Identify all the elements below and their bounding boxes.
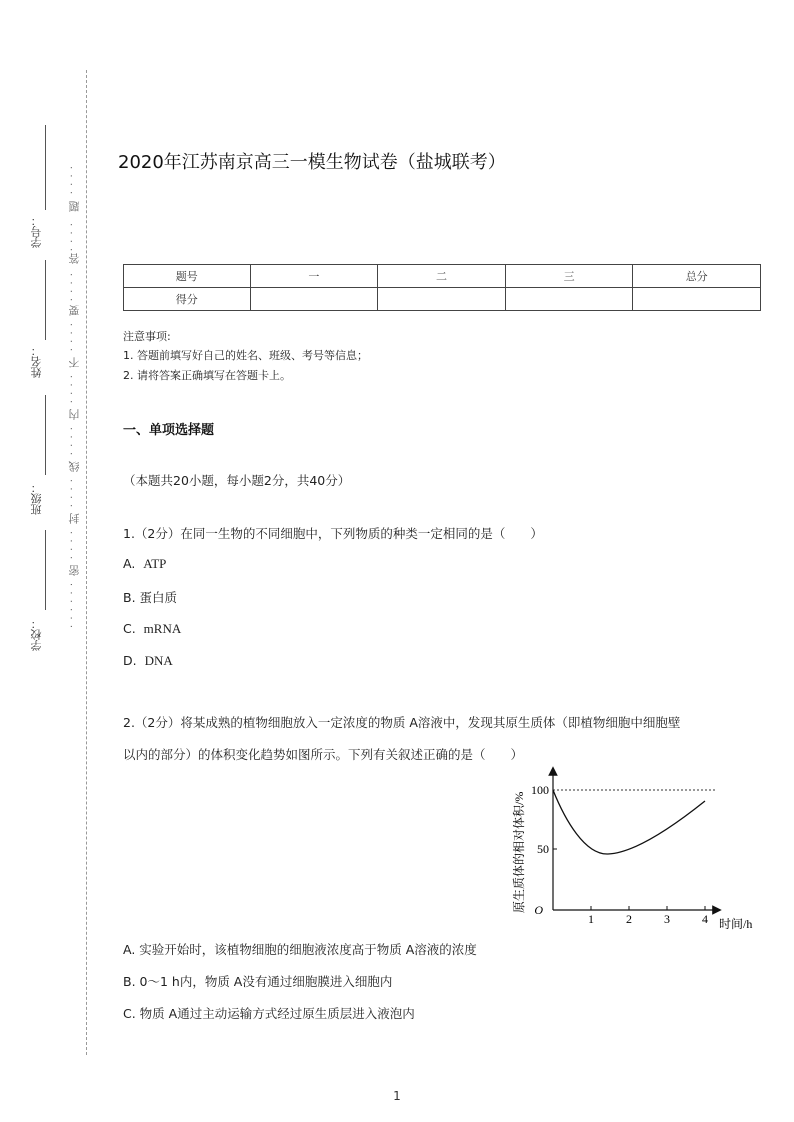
school-line <box>45 530 46 610</box>
notes-item: 2. 请将答案正确填写在答题卡上。 <box>123 369 291 382</box>
score-table-row <box>124 288 761 311</box>
question-2-stem-line1: 2.（2分）将某成熟的植物细胞放入一定浓度的物质 A溶液中，发现其原生质体（即植物细胞中细胞壁 <box>123 715 681 730</box>
seal-word: 密 <box>68 564 81 576</box>
score-table-header-cell: 题号 <box>124 265 251 288</box>
class-label: 班级： <box>30 482 43 515</box>
option-letter: A. <box>123 556 136 571</box>
score-cell[interactable] <box>505 288 633 311</box>
option-text: DNA <box>144 653 173 668</box>
question-2-option-b[interactable]: B. 0～1 h内，物质 A没有通过细胞膜进入细胞内 <box>123 974 393 989</box>
score-cell[interactable] <box>633 288 761 311</box>
score-table <box>123 264 761 311</box>
question-1-stem: 1.（2分）在同一生物的不同细胞中，下列物质的种类一定相同的是（ ） <box>123 526 543 541</box>
question-1-option-b[interactable]: B. 蛋白质 <box>123 590 178 605</box>
student-id-label: 学号： <box>30 215 43 248</box>
class-line <box>45 395 46 475</box>
page-title: 2020年江苏南京高三一模生物试卷（盐城联考） <box>118 152 506 173</box>
score-row-label: 得分 <box>124 288 251 311</box>
name-line <box>45 260 46 340</box>
question-1-option-c[interactable] <box>123 621 181 637</box>
score-cell[interactable] <box>378 288 506 311</box>
score-cell[interactable] <box>250 288 378 311</box>
section-description: （本题共20小题，每小题2分，共40分） <box>123 473 351 488</box>
option-text: ATP <box>143 556 167 571</box>
binding-margin-line <box>86 70 87 1055</box>
student-id-line <box>45 125 46 210</box>
seal-word: 封 <box>68 512 81 524</box>
seal-word: 线 <box>68 460 81 472</box>
option-letter: D. <box>123 653 137 668</box>
seal-word: 题 <box>68 200 81 212</box>
school-label: 学校： <box>30 618 43 651</box>
question-1-option-a[interactable] <box>123 556 166 572</box>
page-number: 1 <box>393 1089 401 1103</box>
volume-curve <box>553 790 705 854</box>
option-text: mRNA <box>143 621 182 636</box>
x-tick-label: 4 <box>702 912 708 926</box>
score-table-header-cell: 三 <box>505 265 633 288</box>
option-letter: C. <box>123 621 136 636</box>
name-label: 姓名： <box>30 345 43 378</box>
seal-word: 要 <box>68 304 81 316</box>
seal-word: 答 <box>68 252 81 264</box>
volume-time-graph <box>505 765 770 935</box>
seal-word: 内 <box>68 408 81 420</box>
question-2-option-c[interactable]: C. 物质 A通过主动运输方式经过原生质层进入液泡内 <box>123 1006 415 1021</box>
x-tick-label: 3 <box>664 912 670 926</box>
score-table-header-cell: 一 <box>250 265 378 288</box>
y-tick-label: 50 <box>537 842 549 856</box>
score-table-header-cell: 二 <box>378 265 506 288</box>
x-tick-label: 1 <box>588 912 594 926</box>
section-title: 一、单项选择题 <box>123 423 215 438</box>
origin-label: O <box>534 903 543 917</box>
x-tick-label: 2 <box>626 912 632 926</box>
seal-word: 不 <box>68 356 81 368</box>
question-2-option-a[interactable]: A. 实验开始时，该植物细胞的细胞液浓度高于物质 A溶液的浓度 <box>123 942 477 957</box>
score-table-header-row <box>124 265 761 288</box>
score-table-header-cell: 总分 <box>633 265 761 288</box>
y-axis-label: 原生质体的相对体积/% <box>512 791 526 913</box>
question-1-option-d[interactable] <box>123 653 173 669</box>
question-2-stem-line2: 以内的部分）的体积变化趋势如图所示。下列有关叙述正确的是（ ） <box>123 747 524 762</box>
y-tick-label: 100 <box>531 783 549 797</box>
x-axis-label: 时间/h <box>719 917 753 931</box>
notes-item: 1. 答题前填写好自己的姓名、班级、考号等信息； <box>123 349 368 362</box>
notes-heading: 注意事项: <box>123 330 171 343</box>
